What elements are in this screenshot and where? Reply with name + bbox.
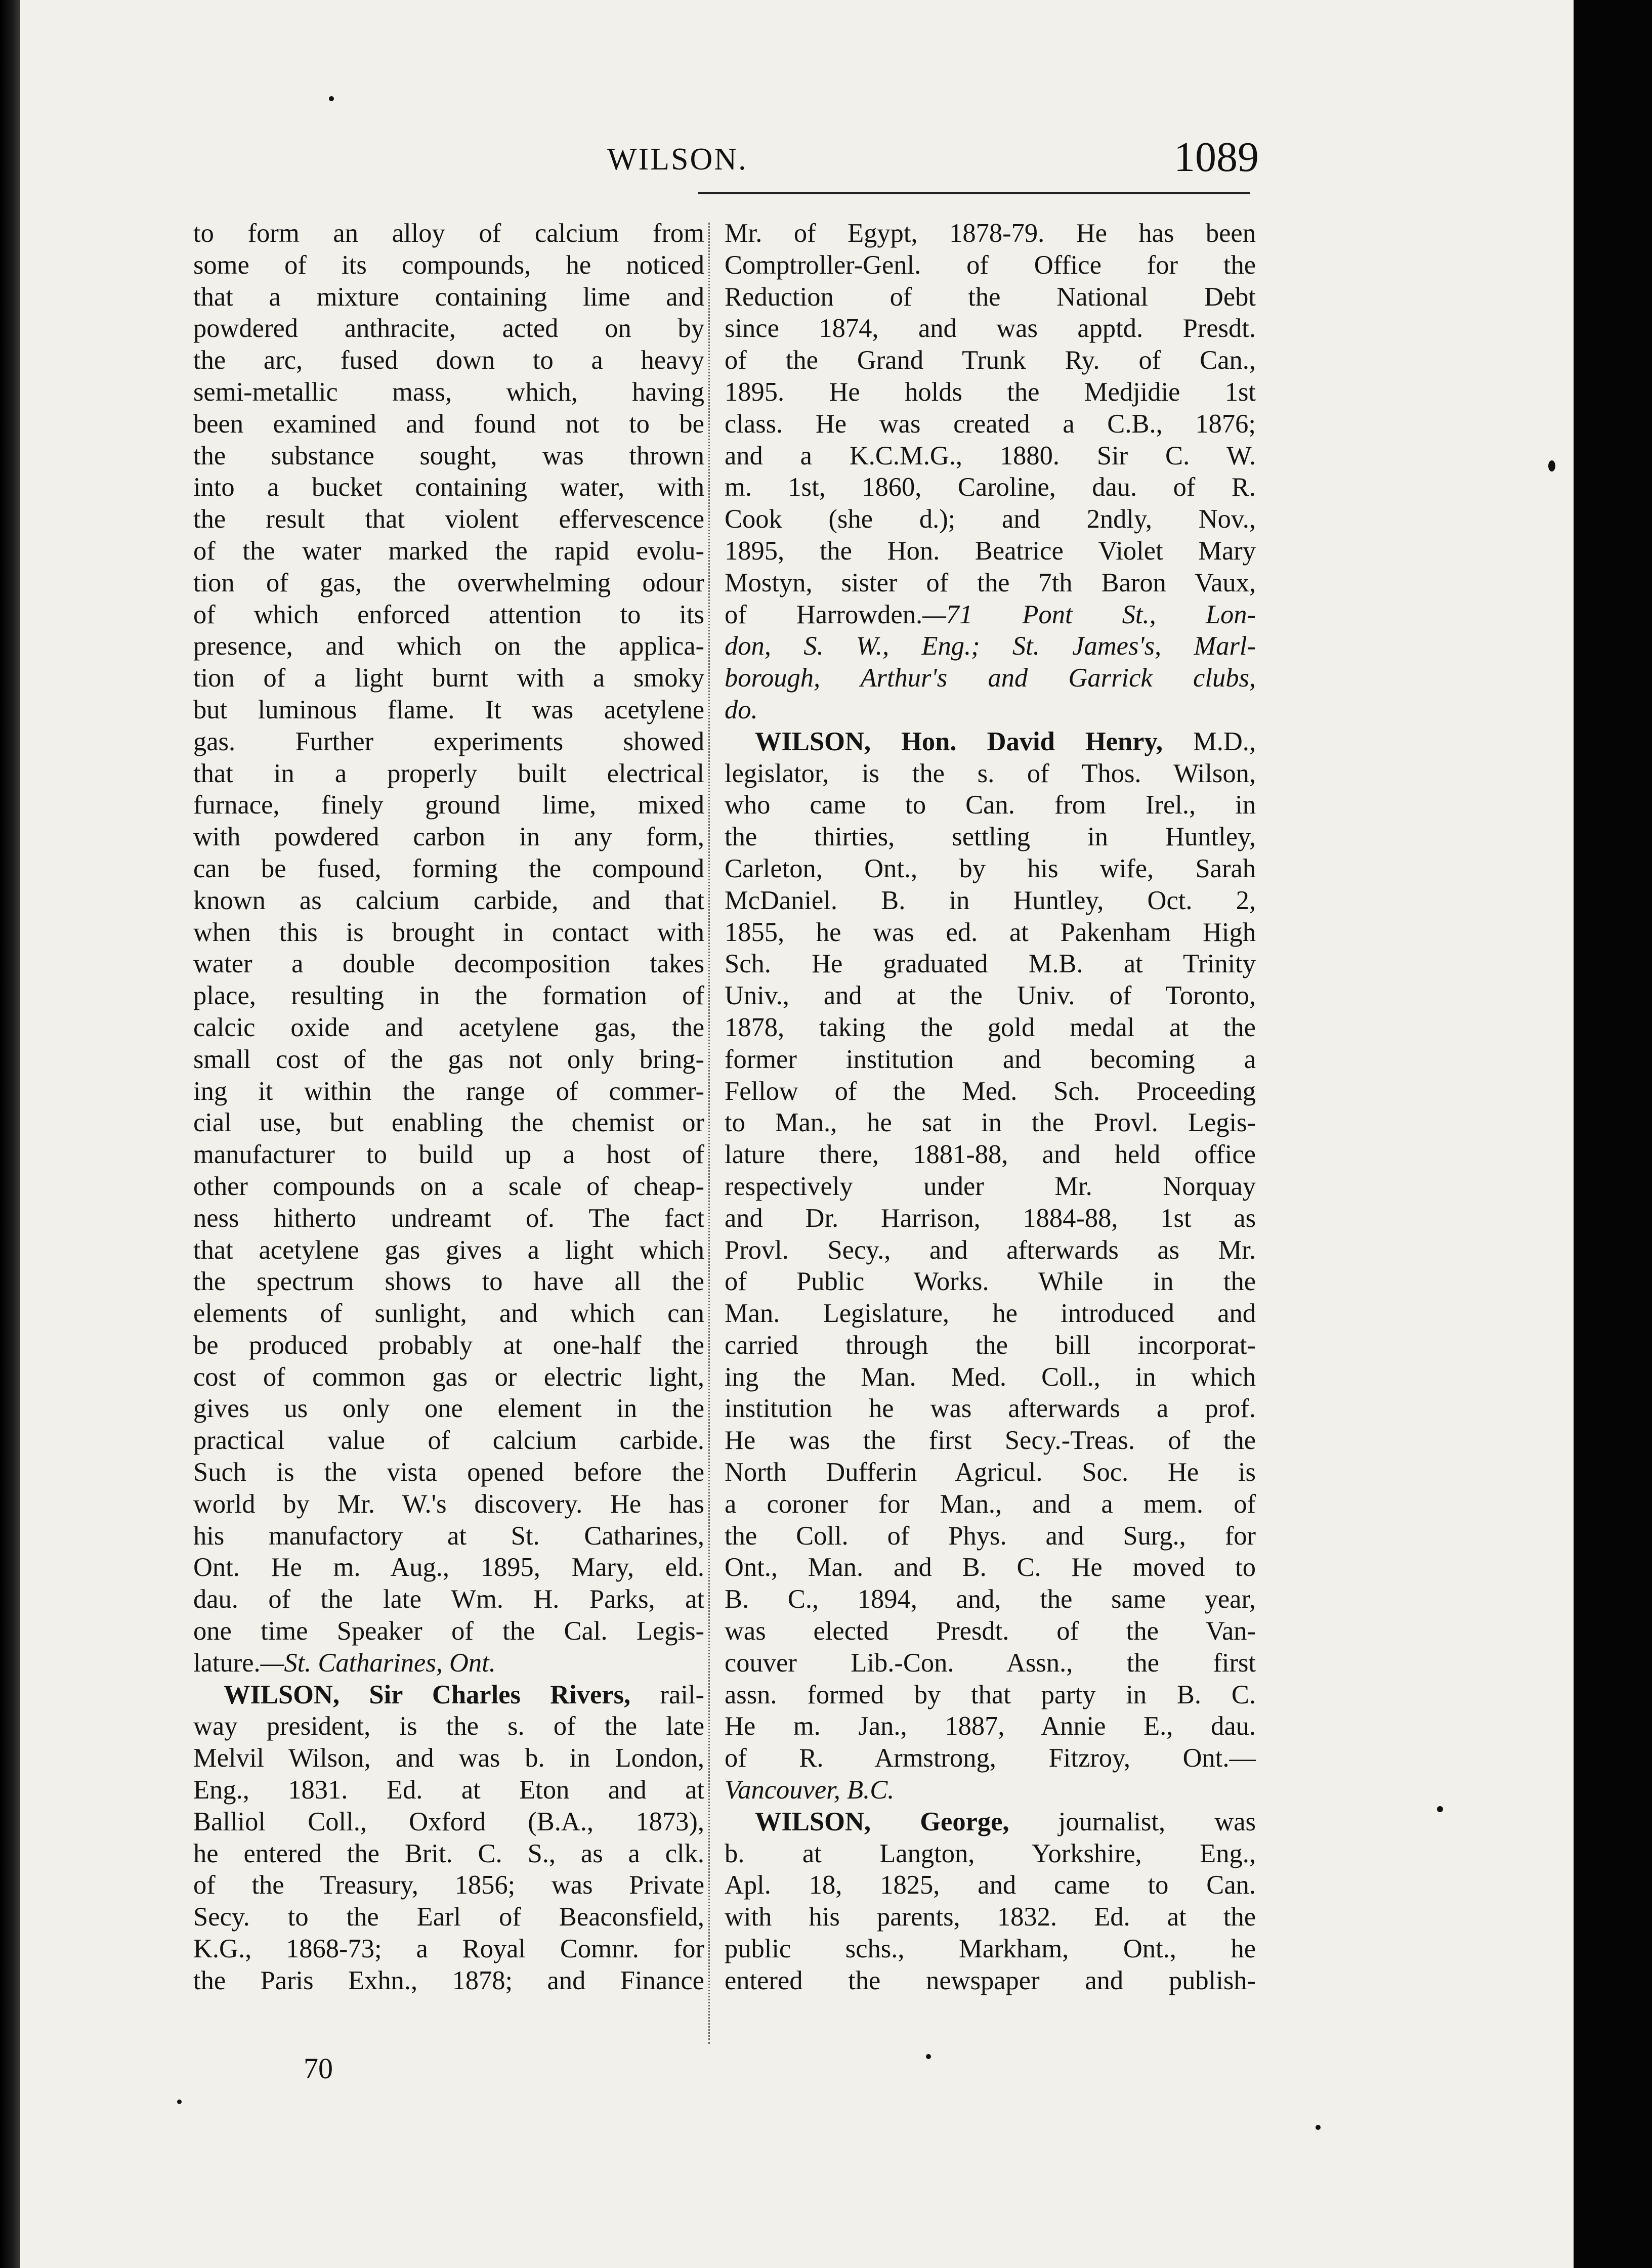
line-italic-text: do. (725, 695, 758, 724)
text-line (193, 1234, 704, 1266)
line-text: way president, is the s. of the late (193, 1711, 704, 1741)
text-line (725, 1044, 1256, 1076)
text-line (193, 1710, 704, 1742)
line-text: semi-metallic mass, which, having (193, 377, 704, 407)
line-text: place, resulting in the formation of (193, 981, 704, 1011)
text-line (725, 758, 1256, 790)
text-line (725, 1679, 1256, 1711)
line-text: known as calcium carbide, and that (193, 885, 704, 915)
scan-speck (1316, 2125, 1321, 2130)
text-line (725, 1234, 1256, 1266)
text-line (193, 1425, 704, 1457)
text-line (193, 1012, 704, 1044)
text-line (725, 567, 1256, 599)
entry-heading: WILSON, Sir Charles Rivers, (224, 1680, 631, 1709)
line-text: be produced probably at one-half the (193, 1330, 704, 1360)
text-line (193, 1457, 704, 1488)
line-text: lature there, 1881-88, and held office (725, 1140, 1256, 1170)
line-text: public schs., Markham, Ont., he (725, 1934, 1256, 1964)
text-line (725, 249, 1256, 281)
text-line (193, 1901, 704, 1933)
text-line (193, 885, 704, 917)
line-text: elements of sunlight, and which can (193, 1299, 704, 1329)
line-text: of Harrowden. (725, 600, 923, 629)
line-text: of the Treasury, 1856; was Private (193, 1870, 704, 1900)
text-line (193, 1679, 704, 1711)
page-edge-shadow (0, 0, 20, 2268)
text-line (725, 853, 1256, 885)
line-text: class. He was created a C.B., 1876; (725, 409, 1256, 439)
text-line (193, 1298, 704, 1330)
text-line (725, 218, 1256, 249)
text-line (193, 535, 704, 567)
text-line (193, 630, 704, 662)
text-line (725, 1584, 1256, 1615)
line-text: with powdered carbon in any form, (193, 822, 704, 852)
text-line (193, 662, 704, 694)
text-line (725, 1869, 1256, 1901)
line-text: Univ., and at the Univ. of Toronto, (725, 981, 1256, 1011)
line-text: and Dr. Harrison, 1884-88, 1st as (725, 1203, 1256, 1233)
text-line (193, 249, 704, 281)
line-italic-text: borough, Arthur's and Garrick clubs, (725, 663, 1256, 693)
scan-speck (329, 96, 334, 101)
line-text: Man. Legislature, he introduced and (725, 1299, 1256, 1329)
line-text: ing the Man. Med. Coll., in which (725, 1362, 1256, 1392)
line-text: he entered the Brit. C. S., as a clk. (193, 1838, 704, 1868)
line-text: Apl. 18, 1825, and came to Can. (725, 1870, 1256, 1900)
line-text: that acetylene gas gives a light which (193, 1235, 704, 1265)
line-text: who came to Can. from Irel., in (725, 790, 1256, 820)
text-line (725, 1457, 1256, 1488)
line-text: to form an alloy of calcium from (193, 219, 704, 248)
text-line (193, 1647, 704, 1679)
text-line (725, 1488, 1256, 1520)
line-text: practical value of calcium carbide. (193, 1426, 704, 1456)
line-text: He was the first Secy.-Treas. of the (725, 1426, 1256, 1456)
text-line (193, 1552, 704, 1584)
text-line (193, 1044, 704, 1076)
signature-mark: 70 (304, 2052, 333, 2085)
text-line (193, 1742, 704, 1774)
text-line (725, 1806, 1256, 1838)
text-line (193, 1520, 704, 1552)
text-line (725, 1965, 1256, 1997)
text-line (725, 1361, 1256, 1393)
text-line (725, 726, 1256, 758)
line-text: other compounds on a scale of cheap- (193, 1171, 704, 1201)
line-text: since 1874, and was apptd. Presdt. (725, 314, 1256, 344)
text-line (725, 535, 1256, 567)
text-line (193, 789, 704, 821)
line-text: couver Lib.-Con. Assn., the first (725, 1648, 1256, 1678)
scan-speck (1437, 1806, 1443, 1812)
text-line (193, 408, 704, 440)
text-line (193, 1361, 704, 1393)
text-line (725, 1838, 1256, 1870)
line-text: Balliol Coll., Oxford (B.A., 1873), (193, 1807, 704, 1836)
text-line (725, 1774, 1256, 1806)
line-text: powdered anthracite, acted on by (193, 314, 704, 344)
text-line (725, 1520, 1256, 1552)
text-line (193, 1774, 704, 1806)
text-line (193, 758, 704, 790)
line-text: 1895. He holds the Medjidie 1st (725, 377, 1256, 407)
entry-heading: WILSON, George, (755, 1807, 1009, 1836)
line-text: Reduction of the National Debt (725, 282, 1256, 312)
text-line (725, 1266, 1256, 1298)
text-line (193, 1806, 704, 1838)
text-line (193, 1393, 704, 1425)
line-text: been examined and found not to be (193, 409, 704, 439)
line-text: carried through the bill incorporat- (725, 1330, 1256, 1360)
text-line (193, 980, 704, 1012)
text-line (725, 1203, 1256, 1234)
running-header-title: WILSON. (607, 142, 748, 177)
text-line (193, 726, 704, 758)
header-rule (698, 192, 1250, 194)
text-line (725, 980, 1256, 1012)
text-line (193, 1965, 704, 1997)
right-text-column (725, 218, 1256, 1997)
page-number: 1089 (1174, 134, 1259, 181)
text-line (725, 1710, 1256, 1742)
text-line (725, 503, 1256, 535)
text-line (193, 694, 704, 726)
line-text: of the water marked the rapid evolu- (193, 536, 704, 566)
line-text: legislator, is the s. of Thos. Wilson, (725, 758, 1256, 788)
line-text: that a mixture containing lime and (193, 282, 704, 312)
scan-speck (926, 2054, 931, 2059)
line-text: M.D., (1162, 726, 1256, 756)
text-line (725, 1933, 1256, 1965)
line-text: Ont., Man. and B. C. He moved to (725, 1553, 1256, 1582)
text-line (193, 313, 704, 345)
line-text: rail- (630, 1680, 704, 1709)
line-text: the substance sought, was thrown (193, 441, 704, 470)
text-line (725, 917, 1256, 949)
text-line (725, 1647, 1256, 1679)
line-text: K.G., 1868-73; a Royal Comnr. for (193, 1934, 704, 1964)
text-line (725, 1615, 1256, 1647)
line-text: Eng., 1831. Ed. at Eton and at (193, 1775, 704, 1805)
text-line (193, 821, 704, 853)
text-line (725, 408, 1256, 440)
text-line (193, 567, 704, 599)
line-text: Mostyn, sister of the 7th Baron Vaux, (725, 568, 1256, 597)
line-text: McDaniel. B. in Huntley, Oct. 2, (725, 885, 1256, 915)
line-text: the Coll. of Phys. and Surg., for (725, 1521, 1256, 1551)
line-text: one time Speaker of the Cal. Legis- (193, 1616, 704, 1646)
line-text: assn. formed by that party in B. C. (725, 1680, 1256, 1709)
text-line (725, 1901, 1256, 1933)
text-line (725, 1012, 1256, 1044)
line-text: Such is the vista opened before the (193, 1458, 704, 1487)
text-line (193, 472, 704, 503)
line-text: tion of gas, the overwhelming odour (193, 568, 704, 597)
text-line (193, 1615, 704, 1647)
text-line (193, 1869, 704, 1901)
text-line (725, 694, 1256, 726)
text-line (725, 885, 1256, 917)
text-line (193, 218, 704, 249)
line-text: can be fused, forming the compound (193, 853, 704, 883)
line-italic-text: —St. Catharines, Ont. (260, 1648, 496, 1678)
text-line (725, 345, 1256, 376)
line-text: Secy. to the Earl of Beaconsfield, (193, 1902, 704, 1932)
line-text: with his parents, 1832. Ed. at the (725, 1902, 1256, 1932)
line-text: some of its compounds, he noticed (193, 250, 704, 280)
line-text: the arc, fused down to a heavy (193, 346, 704, 375)
line-text: lature. (193, 1648, 261, 1678)
line-italic-text: Vancouver, B.C. (725, 1775, 895, 1805)
text-line (725, 1076, 1256, 1107)
line-text: 1878, taking the gold medal at the (725, 1012, 1256, 1042)
text-line (193, 376, 704, 408)
text-line (193, 1076, 704, 1107)
text-line (725, 281, 1256, 313)
line-text: the spectrum shows to have all the (193, 1267, 704, 1297)
text-line (193, 1584, 704, 1615)
line-text: Cook (she d.); and 2ndly, Nov., (725, 504, 1256, 534)
text-line (193, 503, 704, 535)
line-text: manufacturer to build up a host of (193, 1140, 704, 1170)
text-line (193, 1171, 704, 1203)
text-line (725, 599, 1256, 631)
line-text: journalist, was (1009, 1807, 1256, 1836)
line-text: a coroner for Man., and a mem. of (725, 1489, 1256, 1519)
line-text: m. 1st, 1860, Caroline, dau. of R. (725, 473, 1256, 502)
text-line (193, 917, 704, 949)
line-text: Comptroller-Genl. of Office for the (725, 250, 1256, 280)
line-text: of the Grand Trunk Ry. of Can., (725, 346, 1256, 375)
line-text: calcic oxide and acetylene gas, the (193, 1012, 704, 1042)
line-text: gas. Further experiments showed (193, 726, 704, 756)
line-text: He m. Jan., 1887, Annie E., dau. (725, 1711, 1256, 1741)
text-line (193, 1107, 704, 1139)
text-line (725, 821, 1256, 853)
line-text: Carleton, Ont., by his wife, Sarah (725, 853, 1256, 883)
line-text: the Paris Exhn., 1878; and Finance (193, 1965, 704, 1995)
line-text: presence, and which on the applica- (193, 631, 704, 661)
text-line (725, 376, 1256, 408)
text-line (725, 313, 1256, 345)
line-text: that in a properly built electrical (193, 758, 704, 788)
line-text: when this is brought in contact with (193, 917, 704, 947)
text-line (725, 1552, 1256, 1584)
text-line (725, 948, 1256, 980)
text-line (193, 1203, 704, 1234)
line-text: B. C., 1894, and, the same year, (725, 1585, 1256, 1614)
line-text: of which enforced attention to its (193, 600, 704, 629)
line-text: to Man., he sat in the Provl. Legis- (725, 1108, 1256, 1138)
line-text: the thirties, settling in Huntley, (725, 822, 1256, 852)
line-text: furnace, finely ground lime, mixed (193, 790, 704, 820)
text-line (193, 1266, 704, 1298)
text-line (193, 440, 704, 472)
line-text: into a bucket containing water, with (193, 473, 704, 502)
line-text: Fellow of the Med. Sch. Proceeding (725, 1076, 1256, 1106)
text-line (725, 789, 1256, 821)
text-line (725, 1393, 1256, 1425)
scan-speck (177, 2100, 182, 2104)
column-divider (708, 223, 710, 2044)
line-text: water a double decomposition takes (193, 949, 704, 979)
line-text: North Dufferin Agricul. Soc. He is (725, 1458, 1256, 1487)
line-text: ness hitherto undreamt of. The fact (193, 1203, 704, 1233)
text-line (725, 1107, 1256, 1139)
line-text: respectively under Mr. Norquay (725, 1171, 1256, 1201)
text-line (725, 1139, 1256, 1171)
text-line (193, 1488, 704, 1520)
line-italic-text: —71 Pont St., Lon- (922, 600, 1256, 629)
text-line (193, 281, 704, 313)
line-text: but luminous flame. It was acetylene (193, 695, 704, 724)
text-line (193, 1838, 704, 1870)
text-line (725, 1298, 1256, 1330)
line-text: 1895, the Hon. Beatrice Violet Mary (725, 536, 1256, 566)
line-text: was elected Presdt. of the Van- (725, 1616, 1256, 1646)
line-text: tion of a light burnt with a smoky (193, 663, 704, 693)
line-text: former institution and becoming a (725, 1044, 1256, 1074)
line-text: of Public Works. While in the (725, 1267, 1256, 1297)
line-text: institution he was afterwards a prof. (725, 1394, 1256, 1424)
entry-heading: WILSON, Hon. David Henry, (755, 726, 1163, 756)
text-line (725, 472, 1256, 503)
line-text: world by Mr. W.'s discovery. He has (193, 1489, 704, 1519)
line-text: his manufactory at St. Catharines, (193, 1521, 704, 1551)
text-line (193, 1933, 704, 1965)
text-line (725, 1330, 1256, 1361)
line-italic-text: don, S. W., Eng.; St. James's, Marl- (725, 631, 1256, 661)
line-text: ing it within the range of commer- (193, 1076, 704, 1106)
line-text: Provl. Secy., and afterwards as Mr. (725, 1235, 1256, 1265)
text-line (725, 1171, 1256, 1203)
line-text: of R. Armstrong, Fitzroy, Ont.— (725, 1743, 1256, 1773)
line-text: Sch. He graduated M.B. at Trinity (725, 949, 1256, 979)
left-text-column (193, 218, 704, 1997)
text-line (193, 1139, 704, 1171)
text-line (193, 345, 704, 376)
text-line (725, 1425, 1256, 1457)
line-text: and a K.C.M.G., 1880. Sir C. W. (725, 441, 1256, 470)
text-line (193, 948, 704, 980)
text-line (725, 1742, 1256, 1774)
line-text: Melvil Wilson, and was b. in London, (193, 1743, 704, 1773)
line-text: entered the newspaper and publish- (725, 1965, 1256, 1995)
line-text: the result that violent effervescence (193, 504, 704, 534)
text-line (193, 853, 704, 885)
line-text: cost of common gas or electric light, (193, 1362, 704, 1392)
text-line (725, 630, 1256, 662)
line-text: Mr. of Egypt, 1878-79. He has been (725, 219, 1256, 248)
line-text: Ont. He m. Aug., 1895, Mary, eld. (193, 1553, 704, 1582)
line-text: b. at Langton, Yorkshire, Eng., (725, 1838, 1256, 1868)
text-line (193, 1330, 704, 1361)
text-line (725, 440, 1256, 472)
scan-speck (1548, 460, 1555, 472)
line-text: cial use, but enabling the chemist or (193, 1108, 704, 1138)
line-text: gives us only one element in the (193, 1394, 704, 1424)
line-text: dau. of the late Wm. H. Parks, at (193, 1585, 704, 1614)
text-line (725, 662, 1256, 694)
line-text: 1855, he was ed. at Pakenham High (725, 917, 1256, 947)
line-text: small cost of the gas not only bring- (193, 1044, 704, 1074)
text-line (193, 599, 704, 631)
